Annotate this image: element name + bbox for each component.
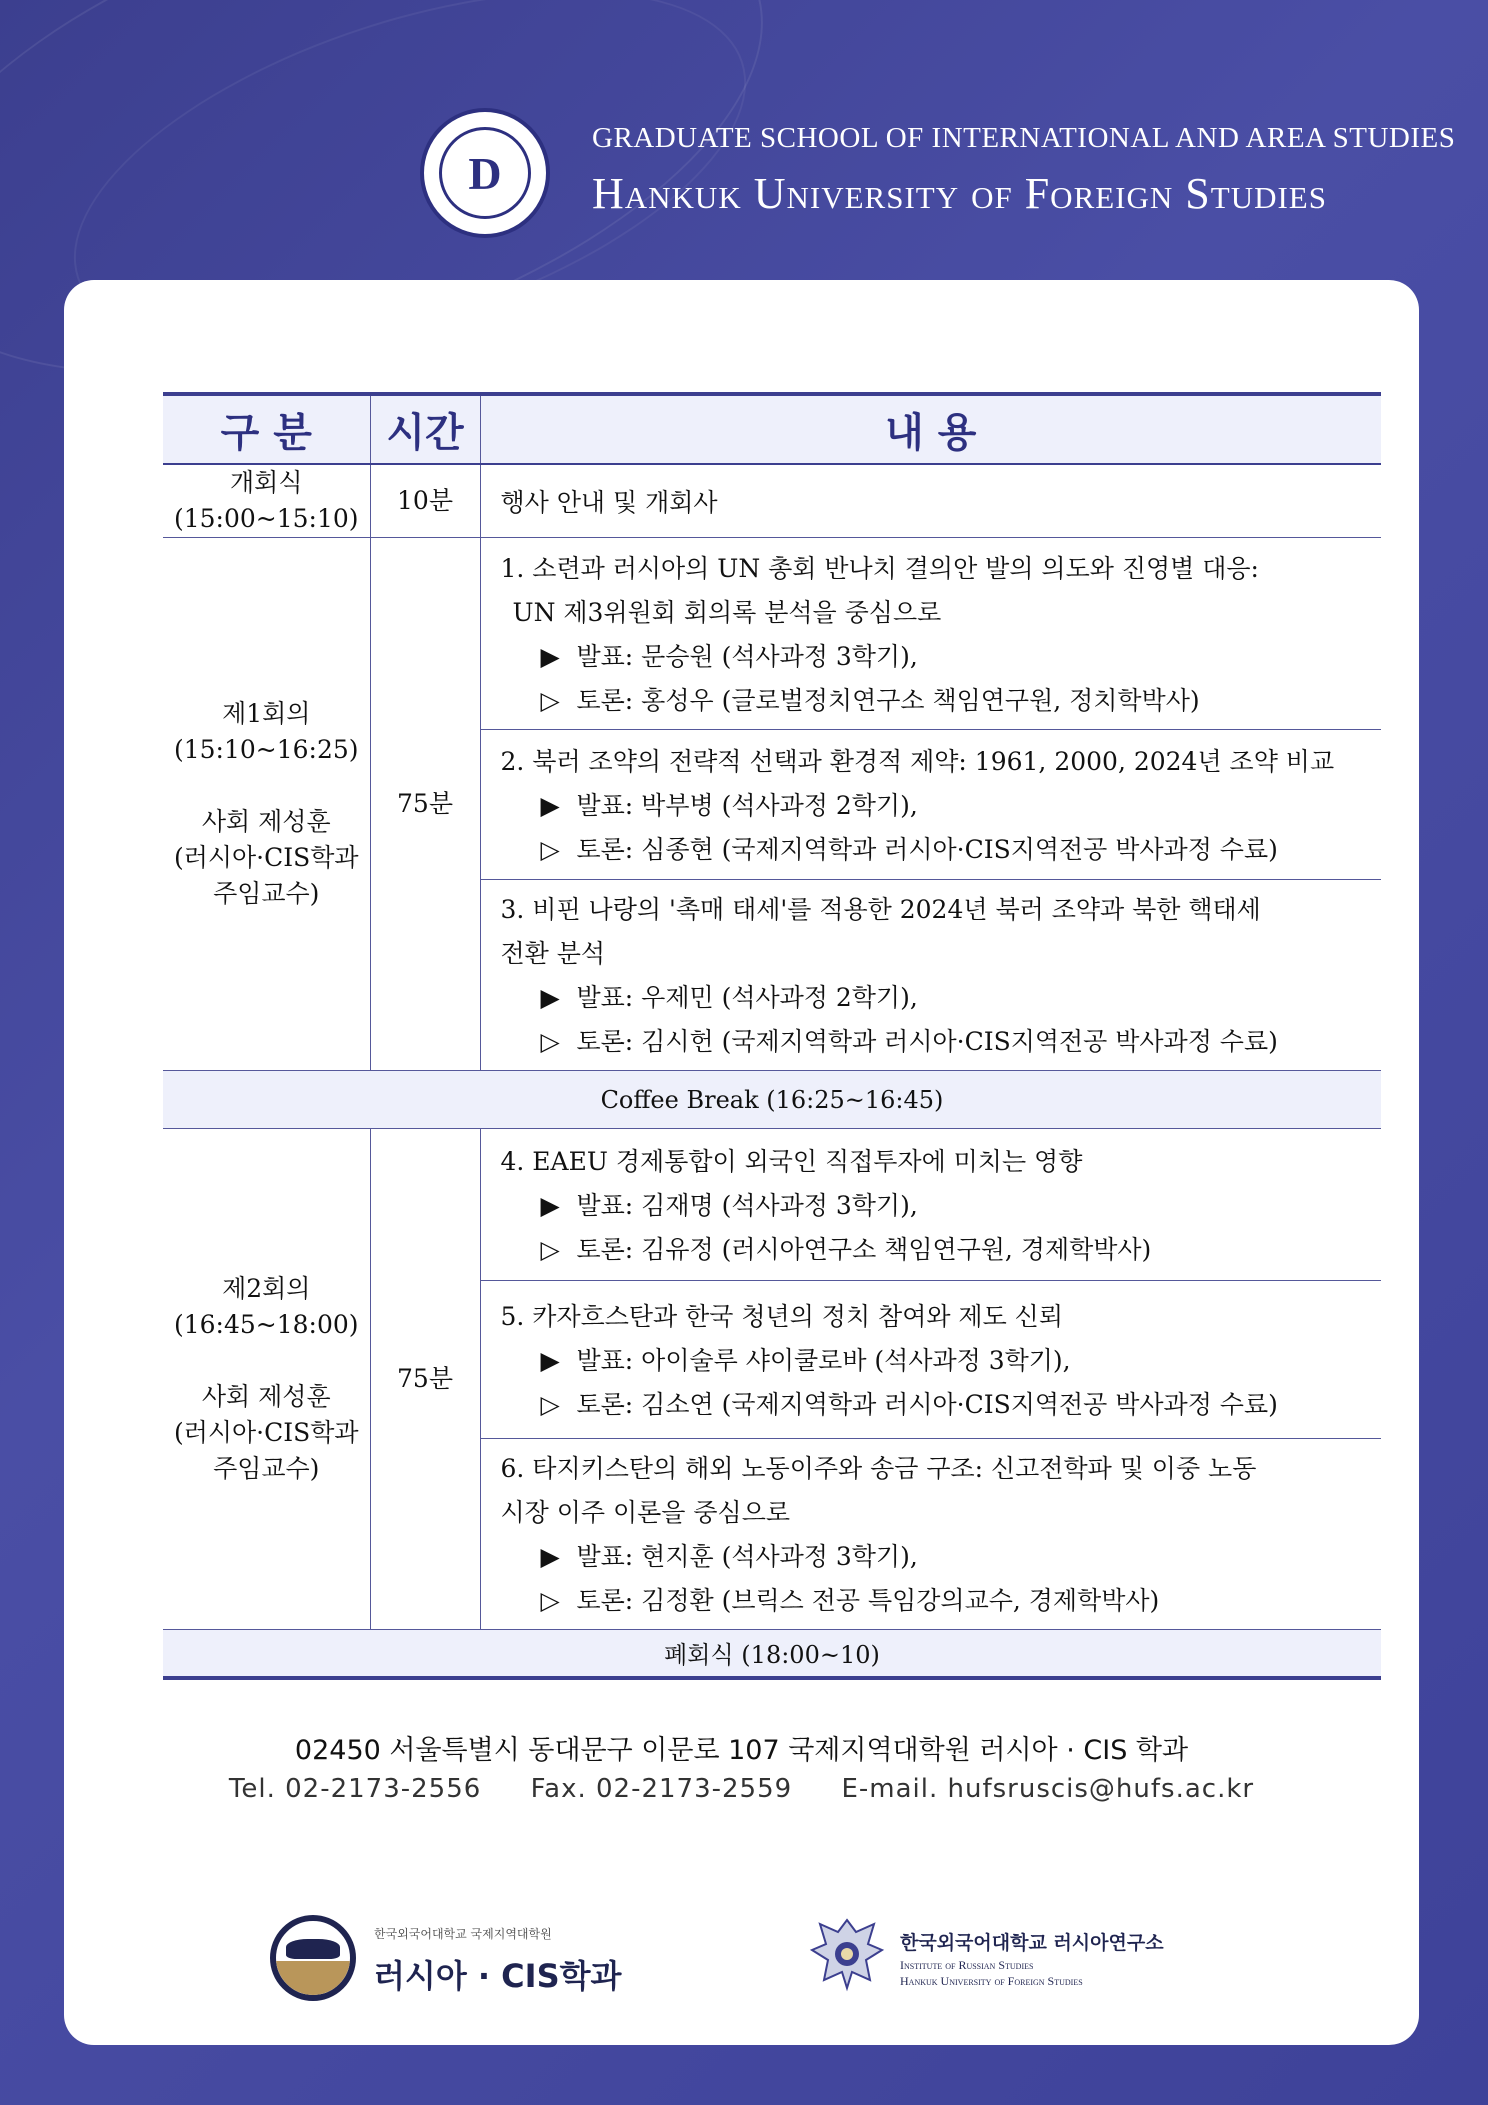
agenda-item [480,1281,1381,1439]
school-name-line1: GRADUATE SCHOOL OF INTERNATIONAL AND AREA STUDIES [592,122,1456,154]
table-header-row [163,394,1381,464]
discussant-marker-icon: ▷ [540,834,560,864]
opening-section [163,464,370,538]
address-line: 02450 서울특별시 동대문구 이문로 107 국제지역대학원 러시아 · CIS 학과 [294,1735,1189,1766]
page-header [420,100,1456,240]
discussant-text: 토론: 심종현 (국제지역학과 러시아·CIS지역전공 박사과정 수료) [576,834,1278,864]
contact-line [64,1774,1419,1804]
presenter-text: 발표: 현지훈 (석사과정 3학기), [576,1542,918,1571]
double-eagle-crest-icon [804,1910,890,1996]
item-title: 4. EAEU 경제통합이 외국인 직접투자에 미치는 영향 [500,1146,1083,1176]
session1-section [163,538,370,1071]
university-seal-logo [420,108,550,238]
session2-duration: 75분 [370,1129,480,1630]
presenter-line [501,976,1368,1020]
institute-logo [804,1910,1224,2010]
session1-chair-title: 주임교수) [213,879,320,908]
session2-name: 제2회의 [222,1274,311,1303]
session1-chair: 사회 제성훈 [201,807,331,836]
presenter-marker-icon: ▶ [540,1190,560,1220]
item-title: 6. 타지키스탄의 해외 노동이주와 송금 구조: 신고전학파 및 이중 노동 [500,1454,1257,1483]
session2-section [163,1129,370,1630]
discussant-line [501,828,1368,872]
item-title: 5. 카자흐스탄과 한국 청년의 정치 참여와 제도 신뢰 [500,1301,1063,1331]
schedule-table [163,392,1381,1680]
presenter-marker-icon: ▶ [540,641,560,671]
opening-duration: 10분 [370,464,480,538]
session2-chair-dept: (러시아·CIS학과 [173,1418,359,1447]
fax-text: Fax. 02-2173-2559 [530,1774,793,1804]
discussant-text: 토론: 김유정 (러시아연구소 책임연구원, 경제학박사) [576,1234,1152,1264]
discussant-line [501,1383,1368,1427]
presenter-text: 발표: 우제민 (석사과정 2학기), [576,983,918,1012]
discussant-line [501,679,1368,723]
session1-chair-dept: (러시아·CIS학과 [173,843,359,872]
agenda-item [480,1439,1381,1630]
session2-chair: 사회 제성훈 [201,1382,331,1411]
agenda-item [480,538,1381,730]
institute-university-en: Hankuk University of Foreign Studies [900,1974,1083,1988]
agenda-item [480,730,1381,880]
presenter-marker-icon: ▶ [540,1345,560,1375]
presenter-text: 발표: 문승원 (석사과정 3학기), [576,641,918,671]
item-title-cont: UN 제3위원회 회의록 분석을 중심으로 [512,597,942,627]
discussant-marker-icon: ▷ [540,1027,560,1056]
discussant-marker-icon: ▷ [540,1389,560,1419]
discussant-line [501,1579,1368,1623]
institute-name-en: Institute of Russian Studies [900,1958,1034,1972]
discussant-text: 토론: 김소연 (국제지역학과 러시아·CIS지역전공 박사과정 수료) [576,1389,1278,1419]
header-section: 구 분 [163,394,370,464]
presenter-line [501,1535,1368,1579]
discussant-line [501,1228,1368,1272]
discussant-marker-icon: ▷ [540,685,560,715]
opening-time-range: (15:00~15:10) [173,504,359,533]
session1-item1-row [163,538,1381,730]
item-title: 1. 소련과 러시아의 UN 총회 반나치 결의안 발의 의도와 진영별 대응: [500,553,1259,583]
coffee-break-row [163,1071,1381,1129]
session1-duration: 75분 [370,538,480,1071]
session1-time-range: (15:10~16:25) [173,735,359,764]
agenda-item [480,1129,1381,1281]
opening-label: 개회식 [230,468,303,497]
presenter-line [501,1184,1368,1228]
closing-row [163,1630,1381,1678]
coffee-break: Coffee Break (16:25~16:45) [163,1071,1381,1129]
item-title-cont: 시장 이주 이론을 중심으로 [500,1498,790,1527]
session2-item4-row [163,1129,1381,1281]
closing-ceremony: 폐회식 (18:00~10) [163,1630,1381,1678]
discussant-text: 토론: 김정환 (브릭스 전공 특임강의교수, 경제학박사) [576,1586,1160,1615]
presenter-line [501,635,1368,679]
presenter-line [501,1339,1368,1383]
session1-name: 제1회의 [222,699,311,728]
item-title: 3. 비핀 나랑의 '촉매 태세'를 적용한 2024년 북러 조약과 북한 핵태세 [500,895,1261,924]
discussant-line [501,1020,1368,1064]
agenda-item [480,880,1381,1071]
opening-content: 행사 안내 및 개회사 [480,464,1381,538]
session2-time-range: (16:45~18:00) [173,1310,359,1339]
email-link[interactable]: E-mail. hufsruscis@hufs.ac.kr [841,1774,1255,1804]
discussant-text: 토론: 홍성우 (글로벌정치연구소 책임연구원, 정치학박사) [576,685,1200,715]
tel-text: Tel. 02-2173-2556 [228,1774,482,1804]
discussant-marker-icon: ▷ [540,1586,560,1615]
discussant-marker-icon: ▷ [540,1234,560,1264]
presenter-marker-icon: ▶ [540,983,560,1012]
globe-emblem-icon [270,1915,356,2001]
institute-name-kr: 한국외국어대학교 러시아연구소 [900,1932,1164,1954]
dept-logo-subtitle: 한국외국어대학교 국제지역대학원 [374,1927,552,1941]
presenter-marker-icon: ▶ [540,790,560,820]
content-card [64,280,1419,2045]
session2-chair-title: 주임교수) [213,1454,320,1483]
seal-emblem-icon: D [439,127,531,219]
discussant-text: 토론: 김시헌 (국제지역학과 러시아·CIS지역전공 박사과정 수료) [576,1027,1278,1056]
russia-cis-dept-logo [270,1915,650,2005]
presenter-text: 발표: 김재명 (석사과정 3학기), [576,1190,918,1220]
presenter-line [501,784,1368,828]
presenter-marker-icon: ▶ [540,1542,560,1571]
presenter-text: 발표: 박부병 (석사과정 2학기), [576,790,918,820]
dept-logo-title: 러시아 · CIS학과 [374,1957,622,1995]
presenter-text: 발표: 아이술루 샤이쿨로바 (석사과정 3학기), [576,1345,1071,1375]
header-content: 내 용 [480,394,1381,464]
item-title-cont: 전환 분석 [500,939,606,968]
opening-row [163,464,1381,538]
item-title: 2. 북러 조약의 전략적 선택과 환경적 제약: 1961, 2000, 2024년 조약 비교 [500,746,1335,776]
header-time: 시간 [370,394,480,464]
school-name-line2: Hankuk University of Foreign Studies [592,169,1327,218]
